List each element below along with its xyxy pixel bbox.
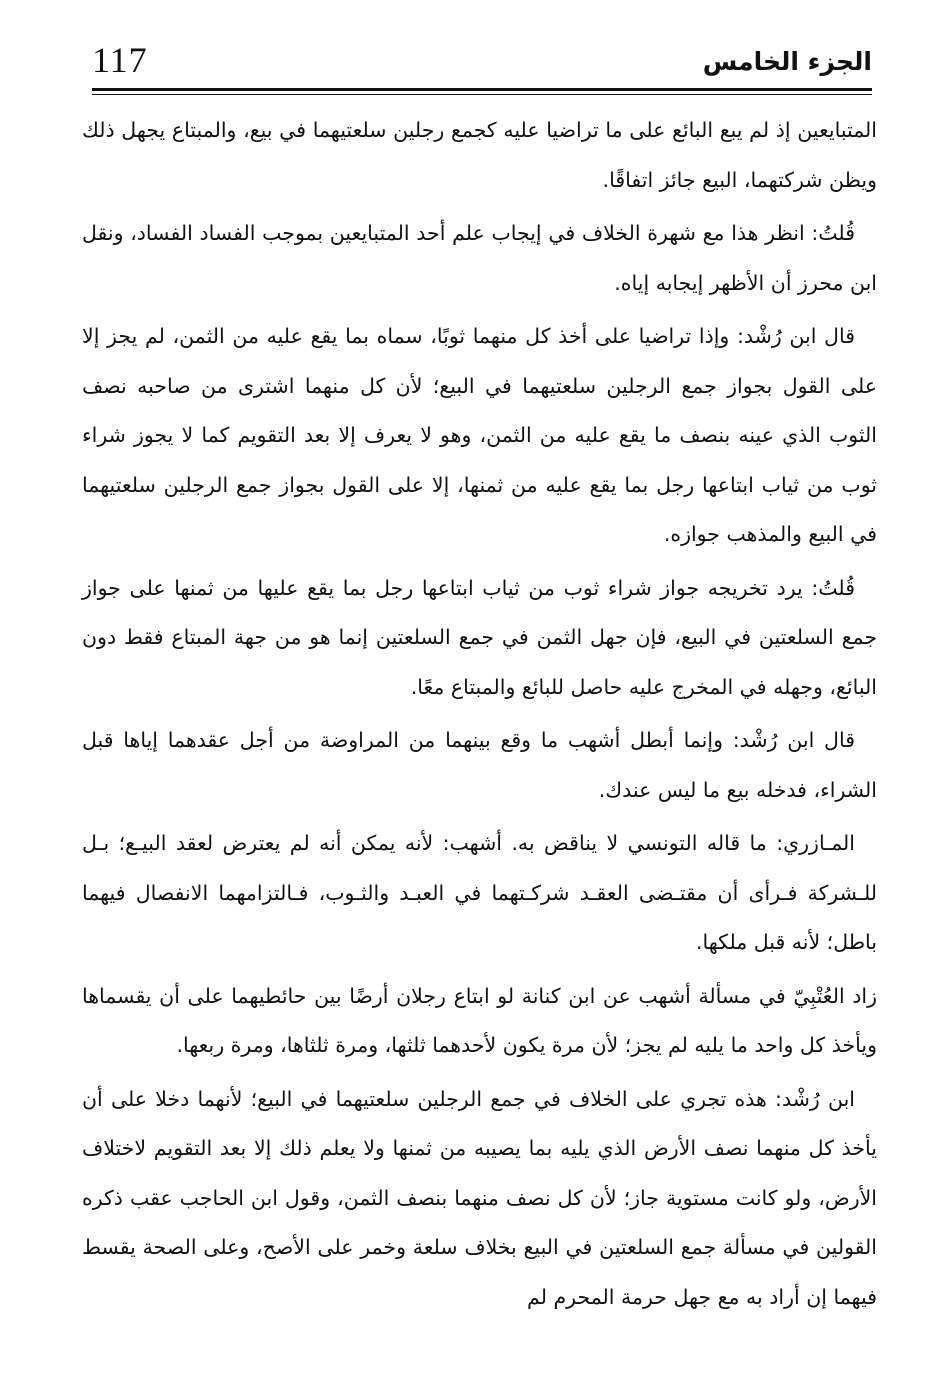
paragraph: قُلتُ: انظر هذا مع شهرة الخلاف في إيجاب علم أحد المتبايعين بموجب الفساد الفساد، ونقل ابن محرز أن الأظهر إيجابه إياه. bbox=[82, 221, 877, 295]
paragraph: زاد العُتْبِيّ في مسألة أشهب عن ابن كنانة لو ابتاع رجلان أرضًا بين حائطيهما على أن يقسماها ويأخذ كل واحد ما يليه لم يجز؛ لأن مرة يكون لأحدهما ثلثها، ومرة ثلثاها، ومرة ربعها. bbox=[82, 983, 877, 1057]
body-text bbox=[82, 106, 877, 1326]
paragraph: قُلتُ: يرد تخريجه جواز شراء ثوب من ثياب ابتاعها رجل بما يقع عليها من ثمنها على جواز جمع السلعتين في البيع، فإن جهل الثمن في جمع السلعتين إنما هو من جهة المبتاع فقط دون البائع، وجهله في المخرج عليه حاصل للبائع والمبتاع معًا. bbox=[82, 575, 877, 699]
page-header bbox=[92, 34, 872, 90]
paragraph: قال ابن رُشْد: وإنما أبطل أشهب ما وقع بينهما من المراوضة من أجل عقدهما إياها قبل الشراء، فدخله بيع ما ليس عندك. bbox=[82, 728, 877, 802]
paragraph: المتبايعين إذ لم يبع البائع على ما تراضيا عليه كجمع رجلين سلعتيهما في بيع، والمبتاع يجهل ذلك ويظن شركتهما، البيع جائز اتفاقًا. bbox=[82, 118, 877, 192]
paragraph: المـازري: ما قاله التونسي لا يناقض به. أشهب: لأنه يمكن أنه لم يعترض لعقد البيـع؛ بـل للـشركة فـرأى أن مقتـضى العقـد شركـتهما في العبـد والثـوب، فـالتزامهما الانفصال فيهما باطل؛ لأنه قبل ملكها. bbox=[82, 831, 877, 954]
header-rule-thick bbox=[92, 88, 872, 91]
page-number: 117 bbox=[92, 40, 148, 80]
running-title: الجزء الخامس bbox=[702, 47, 872, 76]
paragraph: ابن رُشْد: هذه تجري على الخلاف في جمع الرجلين سلعتيهما في البيع؛ لأنهما دخلا على أن يأخذ كل منهما نصف الأرض الذي يليه بما يصيبه من ثمنها ولا يعلم ذلك إلا بعد التقويم لاختلاف الأرض، ولو كانت مستوية جاز؛ لأن كل نصف منهما بنصف الثمن، وقول ابن الحاجب عقب ذكره القولين في مسألة جمع السلعتين في البيع بخلاف سلعة وخمر على الأصح، وعلى الصحة يقسط فيهما إن أراد به مع جهل حرمة المحرم لم bbox=[82, 1086, 877, 1309]
paragraph: قال ابن رُشْد: وإذا تراضيا على أخذ كل منهما ثوبًا، سماه بما يقع عليه من الثمن، لم يجز إلا على القول بجواز جمع الرجلين سلعتيهما في البيع؛ لأن كل منهما اشترى من صاحبه نصف الثوب الذي عينه بنصف ما يقع عليه من الثمن، وهو لا يعرف إلا بعد التقويم كما لا يجوز شراء ثوب من ثياب ابتاعها رجل بما يقع عليه من ثمنها، إلا على القول بجواز جمع الرجلين سلعتيهما في البيع والمذهب جوازه. bbox=[82, 324, 877, 546]
header-rule-thin bbox=[92, 94, 872, 95]
